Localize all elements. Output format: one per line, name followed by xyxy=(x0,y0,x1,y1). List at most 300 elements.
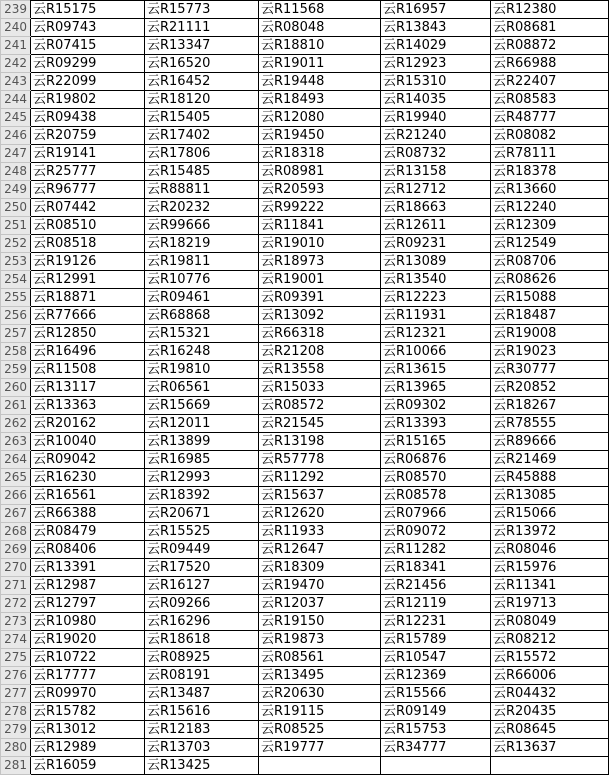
sheet-cell[interactable]: 云R13425 xyxy=(145,757,259,775)
row-number-header[interactable]: 262 xyxy=(1,415,31,433)
sheet-cell[interactable]: 云R12549 xyxy=(491,235,609,253)
sheet-cell[interactable]: 云R18663 xyxy=(381,199,491,217)
row-number-header[interactable]: 258 xyxy=(1,343,31,361)
sheet-cell[interactable]: 云R17520 xyxy=(145,559,259,577)
sheet-cell[interactable]: 云R25777 xyxy=(31,163,145,181)
sheet-cell[interactable]: 云R13092 xyxy=(259,307,381,325)
sheet-cell[interactable]: 云R12231 xyxy=(381,613,491,631)
sheet-cell[interactable]: 云R20671 xyxy=(145,505,259,523)
sheet-cell[interactable]: 云R15310 xyxy=(381,73,491,91)
table-row xyxy=(1,235,609,253)
sheet-cell[interactable]: 云R06561 xyxy=(145,379,259,397)
table-row xyxy=(1,217,609,235)
sheet-cell[interactable]: 云R08518 xyxy=(31,235,145,253)
sheet-cell[interactable]: 云R99666 xyxy=(145,217,259,235)
table-row xyxy=(1,271,609,289)
row-number-header[interactable]: 257 xyxy=(1,325,31,343)
sheet-cell[interactable]: 云R21111 xyxy=(145,19,259,37)
sheet-cell[interactable]: 云R18810 xyxy=(259,37,381,55)
sheet-cell[interactable]: 云R12380 xyxy=(491,1,609,19)
row-number-header[interactable]: 270 xyxy=(1,559,31,577)
sheet-cell[interactable]: 云R30777 xyxy=(491,361,609,379)
sheet-cell[interactable]: 云R08681 xyxy=(491,19,609,37)
table-row xyxy=(1,199,609,217)
row-number-header[interactable]: 280 xyxy=(1,739,31,757)
table-row xyxy=(1,91,609,109)
table-row xyxy=(1,415,609,433)
sheet-cell[interactable]: 云R19011 xyxy=(259,55,381,73)
sheet-cell[interactable]: 云R15033 xyxy=(259,379,381,397)
sheet-cell[interactable]: 云R20852 xyxy=(491,379,609,397)
sheet-cell[interactable]: 云R19008 xyxy=(491,325,609,343)
sheet-cell[interactable]: 云R19020 xyxy=(31,631,145,649)
sheet-cell[interactable]: 云R11292 xyxy=(259,469,381,487)
sheet-cell[interactable]: 云R08082 xyxy=(491,127,609,145)
row-number-header[interactable]: 264 xyxy=(1,451,31,469)
sheet-cell[interactable]: 云R15485 xyxy=(145,163,259,181)
sheet-cell[interactable]: 云R19810 xyxy=(145,361,259,379)
table-row xyxy=(1,181,609,199)
row-number-header[interactable]: 271 xyxy=(1,577,31,595)
sheet-cell[interactable]: 云R19141 xyxy=(31,145,145,163)
sheet-cell[interactable]: 云R12993 xyxy=(145,469,259,487)
row-number-header[interactable]: 279 xyxy=(1,721,31,739)
sheet-cell[interactable]: 云R15165 xyxy=(381,433,491,451)
sheet-cell[interactable]: 云R14029 xyxy=(381,37,491,55)
sheet-cell[interactable]: 云R19802 xyxy=(31,91,145,109)
sheet-cell[interactable]: 云R45888 xyxy=(491,469,609,487)
sheet-cell[interactable]: 云R09299 xyxy=(31,55,145,73)
sheet-cell[interactable]: 云R18378 xyxy=(491,163,609,181)
row-number-header[interactable]: 273 xyxy=(1,613,31,631)
sheet-cell[interactable]: 云R09072 xyxy=(381,523,491,541)
row-number-header[interactable]: 268 xyxy=(1,523,31,541)
sheet-cell[interactable]: 云R20435 xyxy=(491,703,609,721)
sheet-cell[interactable]: 云R12797 xyxy=(31,595,145,613)
sheet-cell[interactable]: 云R19450 xyxy=(259,127,381,145)
sheet-cell[interactable]: 云R09438 xyxy=(31,109,145,127)
sheet-cell[interactable]: 云R20759 xyxy=(31,127,145,145)
sheet-cell[interactable]: 云R11568 xyxy=(259,1,381,19)
table-row xyxy=(1,73,609,91)
sheet-cell[interactable]: 云R19448 xyxy=(259,73,381,91)
sheet-cell[interactable]: 云R13158 xyxy=(381,163,491,181)
sheet-cell[interactable]: 云R13012 xyxy=(31,721,145,739)
sheet-cell[interactable]: 云R17806 xyxy=(145,145,259,163)
table-row xyxy=(1,451,609,469)
row-number-header[interactable]: 249 xyxy=(1,181,31,199)
sheet-cell[interactable]: 云R16957 xyxy=(381,1,491,19)
sheet-cell[interactable]: 云R11341 xyxy=(491,577,609,595)
sheet-cell[interactable]: 云R13703 xyxy=(145,739,259,757)
sheet-cell[interactable]: 云R08525 xyxy=(259,721,381,739)
sheet-cell[interactable]: 云R13660 xyxy=(491,181,609,199)
row-number-header[interactable]: 278 xyxy=(1,703,31,721)
sheet-cell[interactable]: 云R09042 xyxy=(31,451,145,469)
sheet-cell[interactable]: 云R13540 xyxy=(381,271,491,289)
sheet-cell[interactable]: 云R12240 xyxy=(491,199,609,217)
sheet-cell[interactable]: 云R12037 xyxy=(259,595,381,613)
table-row xyxy=(1,397,609,415)
row-number-header[interactable]: 244 xyxy=(1,91,31,109)
sheet-cell[interactable]: 云R08872 xyxy=(491,37,609,55)
row-number-header[interactable]: 247 xyxy=(1,145,31,163)
sheet-cell[interactable]: 云R09231 xyxy=(381,235,491,253)
sheet-cell[interactable]: 云R15773 xyxy=(145,1,259,19)
sheet-cell[interactable]: 云R22407 xyxy=(491,73,609,91)
row-number-header[interactable]: 274 xyxy=(1,631,31,649)
sheet-cell[interactable]: 云R09149 xyxy=(381,703,491,721)
table-row xyxy=(1,253,609,271)
sheet-cell[interactable]: 云R18487 xyxy=(491,307,609,325)
sheet-cell[interactable]: 云R13972 xyxy=(491,523,609,541)
sheet-cell[interactable]: 云R21545 xyxy=(259,415,381,433)
sheet-cell[interactable]: 云R18493 xyxy=(259,91,381,109)
sheet-cell[interactable]: 云R13637 xyxy=(491,739,609,757)
sheet-cell[interactable]: 云R10547 xyxy=(381,649,491,667)
table-row xyxy=(1,145,609,163)
sheet-cell[interactable]: 云R16059 xyxy=(31,757,145,775)
sheet-cell[interactable]: 云R19010 xyxy=(259,235,381,253)
sheet-cell[interactable]: 云R19470 xyxy=(259,577,381,595)
sheet-cell[interactable]: 云R09743 xyxy=(31,19,145,37)
sheet-cell[interactable]: 云R21469 xyxy=(491,451,609,469)
sheet-cell[interactable]: 云R16127 xyxy=(145,577,259,595)
sheet-cell[interactable]: 云R11933 xyxy=(259,523,381,541)
sheet-cell[interactable]: 云R09266 xyxy=(145,595,259,613)
sheet-cell[interactable]: 云R13391 xyxy=(31,559,145,577)
table-row xyxy=(1,109,609,127)
sheet-cell[interactable]: 云R13558 xyxy=(259,361,381,379)
table-row xyxy=(1,469,609,487)
sheet-cell[interactable]: 云R07442 xyxy=(31,199,145,217)
sheet-cell[interactable]: 云R06876 xyxy=(381,451,491,469)
sheet-cell[interactable]: 云R12183 xyxy=(145,721,259,739)
sheet-cell[interactable]: 云R12119 xyxy=(381,595,491,613)
sheet-cell[interactable]: 云R15637 xyxy=(259,487,381,505)
sheet-cell[interactable]: 云R10040 xyxy=(31,433,145,451)
sheet-cell[interactable]: 云R19150 xyxy=(259,613,381,631)
sheet-cell[interactable]: 云R08732 xyxy=(381,145,491,163)
sheet-cell[interactable]: 云R18219 xyxy=(145,235,259,253)
table-row xyxy=(1,289,609,307)
sheet-cell[interactable]: 云R13089 xyxy=(381,253,491,271)
sheet-cell[interactable]: 云R10776 xyxy=(145,271,259,289)
row-number-header[interactable]: 243 xyxy=(1,73,31,91)
sheet-cell[interactable]: 云R14035 xyxy=(381,91,491,109)
sheet-cell[interactable]: 云R12620 xyxy=(259,505,381,523)
sheet-cell[interactable]: 云R10722 xyxy=(31,649,145,667)
table-row xyxy=(1,379,609,397)
sheet-cell[interactable]: 云R13615 xyxy=(381,361,491,379)
table-row xyxy=(1,739,609,757)
sheet-cell[interactable]: 云R12923 xyxy=(381,55,491,73)
sheet-cell[interactable]: 云R11282 xyxy=(381,541,491,559)
sheet-cell[interactable]: 云R12369 xyxy=(381,667,491,685)
sheet-cell[interactable]: 云R66988 xyxy=(491,55,609,73)
sheet-cell[interactable]: 云R19713 xyxy=(491,595,609,613)
row-number-header[interactable]: 242 xyxy=(1,55,31,73)
sheet-cell[interactable]: 云R17402 xyxy=(145,127,259,145)
sheet-cell[interactable]: 云R13198 xyxy=(259,433,381,451)
table-row xyxy=(1,343,609,361)
sheet-cell[interactable]: 云R12011 xyxy=(145,415,259,433)
sheet-cell[interactable]: 云R20232 xyxy=(145,199,259,217)
sheet-cell[interactable]: 云R96777 xyxy=(31,181,145,199)
sheet-cell[interactable]: 云R78555 xyxy=(491,415,609,433)
sheet-cell[interactable] xyxy=(491,757,609,775)
sheet-cell[interactable]: 云R08981 xyxy=(259,163,381,181)
sheet-cell[interactable]: 云R08572 xyxy=(259,397,381,415)
sheet-cell[interactable]: 云R12989 xyxy=(31,739,145,757)
sheet-cell[interactable]: 云R13495 xyxy=(259,667,381,685)
sheet-cell[interactable]: 云R12991 xyxy=(31,271,145,289)
row-number-header[interactable]: 251 xyxy=(1,217,31,235)
sheet-cell[interactable]: 云R15753 xyxy=(381,721,491,739)
sheet-cell[interactable]: 云R08570 xyxy=(381,469,491,487)
row-number-header[interactable]: 261 xyxy=(1,397,31,415)
sheet-cell[interactable]: 云R88811 xyxy=(145,181,259,199)
row-number-header[interactable]: 276 xyxy=(1,667,31,685)
sheet-cell[interactable]: 云R11508 xyxy=(31,361,145,379)
table-row xyxy=(1,757,609,775)
sheet-cell[interactable]: 云R18120 xyxy=(145,91,259,109)
sheet-cell[interactable]: 云R13899 xyxy=(145,433,259,451)
sheet-cell[interactable]: 云R68868 xyxy=(145,307,259,325)
table-row xyxy=(1,37,609,55)
table-row xyxy=(1,127,609,145)
sheet-cell[interactable]: 云R20593 xyxy=(259,181,381,199)
sheet-cell[interactable]: 云R13843 xyxy=(381,19,491,37)
sheet-cell[interactable]: 云R15525 xyxy=(145,523,259,541)
sheet-cell[interactable]: 云R13117 xyxy=(31,379,145,397)
sheet-cell[interactable]: 云R08049 xyxy=(491,613,609,631)
sheet-cell[interactable]: 云R78111 xyxy=(491,145,609,163)
sheet-cell[interactable]: 云R10980 xyxy=(31,613,145,631)
row-number-header[interactable]: 255 xyxy=(1,289,31,307)
sheet-cell[interactable]: 云R20162 xyxy=(31,415,145,433)
sheet-cell[interactable]: 云R12850 xyxy=(31,325,145,343)
sheet-cell[interactable]: 云R13965 xyxy=(381,379,491,397)
sheet-cell[interactable]: 云R16561 xyxy=(31,487,145,505)
sheet-cell[interactable]: 云R15616 xyxy=(145,703,259,721)
table-row xyxy=(1,559,609,577)
sheet-cell[interactable]: 云R09449 xyxy=(145,541,259,559)
sheet-cell[interactable]: 云R20630 xyxy=(259,685,381,703)
sheet-cell[interactable]: 云R17777 xyxy=(31,667,145,685)
sheet-cell[interactable]: 云R18871 xyxy=(31,289,145,307)
row-number-header[interactable]: 272 xyxy=(1,595,31,613)
sheet-cell[interactable]: 云R48777 xyxy=(491,109,609,127)
sheet-cell[interactable]: 云R18618 xyxy=(145,631,259,649)
sheet-cell[interactable]: 云R15976 xyxy=(491,559,609,577)
sheet-cell[interactable]: 云R18318 xyxy=(259,145,381,163)
sheet-cell[interactable]: 云R12712 xyxy=(381,181,491,199)
sheet-cell[interactable]: 云R21456 xyxy=(381,577,491,595)
sheet-cell[interactable]: 云R12987 xyxy=(31,577,145,595)
row-number-header[interactable]: 267 xyxy=(1,505,31,523)
sheet-cell[interactable]: 云R13363 xyxy=(31,397,145,415)
sheet-cell[interactable]: 云R16248 xyxy=(145,343,259,361)
table-row xyxy=(1,307,609,325)
sheet-cell[interactable]: 云R15669 xyxy=(145,397,259,415)
table-row xyxy=(1,595,609,613)
table-row xyxy=(1,523,609,541)
sheet-cell[interactable]: 云R04432 xyxy=(491,685,609,703)
row-number-header[interactable]: 239 xyxy=(1,1,31,19)
table-row xyxy=(1,19,609,37)
table-row xyxy=(1,433,609,451)
sheet-cell[interactable]: 云R57778 xyxy=(259,451,381,469)
sheet-cell[interactable]: 云R08212 xyxy=(491,631,609,649)
row-number-header[interactable]: 246 xyxy=(1,127,31,145)
sheet-cell[interactable]: 云R66388 xyxy=(31,505,145,523)
sheet-cell[interactable]: 云R09391 xyxy=(259,289,381,307)
sheet-cell[interactable]: 云R09970 xyxy=(31,685,145,703)
sheet-cell[interactable]: 云R22099 xyxy=(31,73,145,91)
sheet-cell[interactable]: 云R15175 xyxy=(31,1,145,19)
sheet-cell[interactable]: 云R15066 xyxy=(491,505,609,523)
sheet-cell[interactable]: 云R08578 xyxy=(381,487,491,505)
table-row xyxy=(1,55,609,73)
sheet-cell[interactable]: 云R18392 xyxy=(145,487,259,505)
row-number-header[interactable]: 250 xyxy=(1,199,31,217)
sheet-cell[interactable]: 云R12080 xyxy=(259,109,381,127)
sheet-cell[interactable]: 云R07415 xyxy=(31,37,145,55)
row-number-header[interactable]: 281 xyxy=(1,757,31,775)
row-number-header[interactable]: 277 xyxy=(1,685,31,703)
sheet-cell[interactable]: 云R15572 xyxy=(491,649,609,667)
row-number-header[interactable]: 254 xyxy=(1,271,31,289)
sheet-cell[interactable] xyxy=(259,757,381,775)
table-row xyxy=(1,1,609,19)
sheet-cell[interactable]: 云R08583 xyxy=(491,91,609,109)
row-number-header[interactable]: 256 xyxy=(1,307,31,325)
sheet-cell[interactable]: 云R77666 xyxy=(31,307,145,325)
sheet-cell[interactable]: 云R16296 xyxy=(145,613,259,631)
sheet-cell[interactable]: 云R08925 xyxy=(145,649,259,667)
sheet-cell[interactable]: 云R18267 xyxy=(491,397,609,415)
sheet-cell[interactable]: 云R08561 xyxy=(259,649,381,667)
sheet-cell[interactable]: 云R15321 xyxy=(145,325,259,343)
row-number-header[interactable]: 275 xyxy=(1,649,31,667)
row-number-header[interactable]: 263 xyxy=(1,433,31,451)
sheet-cell[interactable]: 云R18341 xyxy=(381,559,491,577)
table-row xyxy=(1,325,609,343)
sheet-cell[interactable]: 云R11841 xyxy=(259,217,381,235)
sheet-cell[interactable]: 云R66318 xyxy=(259,325,381,343)
sheet-cell[interactable]: 云R15782 xyxy=(31,703,145,721)
row-number-header[interactable]: 252 xyxy=(1,235,31,253)
sheet-cell[interactable]: 云R16230 xyxy=(31,469,145,487)
sheet-cell[interactable]: 云R08626 xyxy=(491,271,609,289)
row-number-header[interactable]: 260 xyxy=(1,379,31,397)
sheet-cell[interactable]: 云R12611 xyxy=(381,217,491,235)
sheet-cell[interactable]: 云R19023 xyxy=(491,343,609,361)
table-row xyxy=(1,649,609,667)
sheet-cell[interactable]: 云R16520 xyxy=(145,55,259,73)
sheet-cell[interactable]: 云R13347 xyxy=(145,37,259,55)
sheet-cell[interactable]: 云R16496 xyxy=(31,343,145,361)
sheet-cell[interactable]: 云R34777 xyxy=(381,739,491,757)
sheet-cell[interactable]: 云R08479 xyxy=(31,523,145,541)
sheet-cell[interactable]: 云R19777 xyxy=(259,739,381,757)
table-row xyxy=(1,487,609,505)
sheet-cell[interactable]: 云R09302 xyxy=(381,397,491,415)
row-number-header[interactable]: 240 xyxy=(1,19,31,37)
table-row xyxy=(1,505,609,523)
sheet-cell[interactable]: 云R19873 xyxy=(259,631,381,649)
sheet-cell[interactable]: 云R12321 xyxy=(381,325,491,343)
sheet-cell[interactable]: 云R19126 xyxy=(31,253,145,271)
sheet-cell[interactable]: 云R19001 xyxy=(259,271,381,289)
row-number-header[interactable]: 253 xyxy=(1,253,31,271)
table-row xyxy=(1,361,609,379)
table-row xyxy=(1,667,609,685)
sheet-cell[interactable]: 云R12647 xyxy=(259,541,381,559)
row-number-header[interactable]: 266 xyxy=(1,487,31,505)
sheet-cell[interactable]: 云R13487 xyxy=(145,685,259,703)
sheet-cell[interactable]: 云R08048 xyxy=(259,19,381,37)
table-row xyxy=(1,577,609,595)
sheet-cell[interactable]: 云R15566 xyxy=(381,685,491,703)
row-number-header[interactable]: 241 xyxy=(1,37,31,55)
sheet-cell[interactable]: 云R66006 xyxy=(491,667,609,685)
table-row xyxy=(1,631,609,649)
sheet-cell[interactable]: 云R08046 xyxy=(491,541,609,559)
table-row xyxy=(1,685,609,703)
sheet-cell[interactable]: 云R08706 xyxy=(491,253,609,271)
sheet-cell[interactable]: 云R21240 xyxy=(381,127,491,145)
sheet-cell[interactable]: 云R08191 xyxy=(145,667,259,685)
row-number-header[interactable]: 269 xyxy=(1,541,31,559)
row-number-header[interactable]: 248 xyxy=(1,163,31,181)
sheet-cell[interactable]: 云R16452 xyxy=(145,73,259,91)
sheet-cell[interactable]: 云R89666 xyxy=(491,433,609,451)
sheet-cell[interactable]: 云R13393 xyxy=(381,415,491,433)
table-row xyxy=(1,703,609,721)
sheet-cell[interactable]: 云R15088 xyxy=(491,289,609,307)
sheet-cell[interactable]: 云R15405 xyxy=(145,109,259,127)
row-number-header[interactable]: 265 xyxy=(1,469,31,487)
sheet-cell[interactable] xyxy=(381,757,491,775)
sheet-cell[interactable]: 云R19115 xyxy=(259,703,381,721)
table-row xyxy=(1,541,609,559)
sheet-cell[interactable]: 云R09461 xyxy=(145,289,259,307)
sheet-cell[interactable]: 云R12223 xyxy=(381,289,491,307)
spreadsheet-body xyxy=(1,1,609,775)
sheet-cell[interactable]: 云R10066 xyxy=(381,343,491,361)
sheet-cell[interactable]: 云R16985 xyxy=(145,451,259,469)
sheet-cell[interactable]: 云R12309 xyxy=(491,217,609,235)
sheet-cell[interactable]: 云R99222 xyxy=(259,199,381,217)
sheet-cell[interactable]: 云R07966 xyxy=(381,505,491,523)
sheet-cell[interactable]: 云R19811 xyxy=(145,253,259,271)
table-row xyxy=(1,613,609,631)
sheet-cell[interactable]: 云R08406 xyxy=(31,541,145,559)
sheet-cell[interactable]: 云R13085 xyxy=(491,487,609,505)
sheet-cell[interactable]: 云R18309 xyxy=(259,559,381,577)
sheet-cell[interactable]: 云R15789 xyxy=(381,631,491,649)
row-number-header[interactable]: 245 xyxy=(1,109,31,127)
sheet-cell[interactable]: 云R11931 xyxy=(381,307,491,325)
sheet-cell[interactable]: 云R21208 xyxy=(259,343,381,361)
sheet-cell[interactable]: 云R18973 xyxy=(259,253,381,271)
sheet-cell[interactable]: 云R19940 xyxy=(381,109,491,127)
sheet-cell[interactable]: 云R08510 xyxy=(31,217,145,235)
row-number-header[interactable]: 259 xyxy=(1,361,31,379)
sheet-cell[interactable]: 云R08645 xyxy=(491,721,609,739)
